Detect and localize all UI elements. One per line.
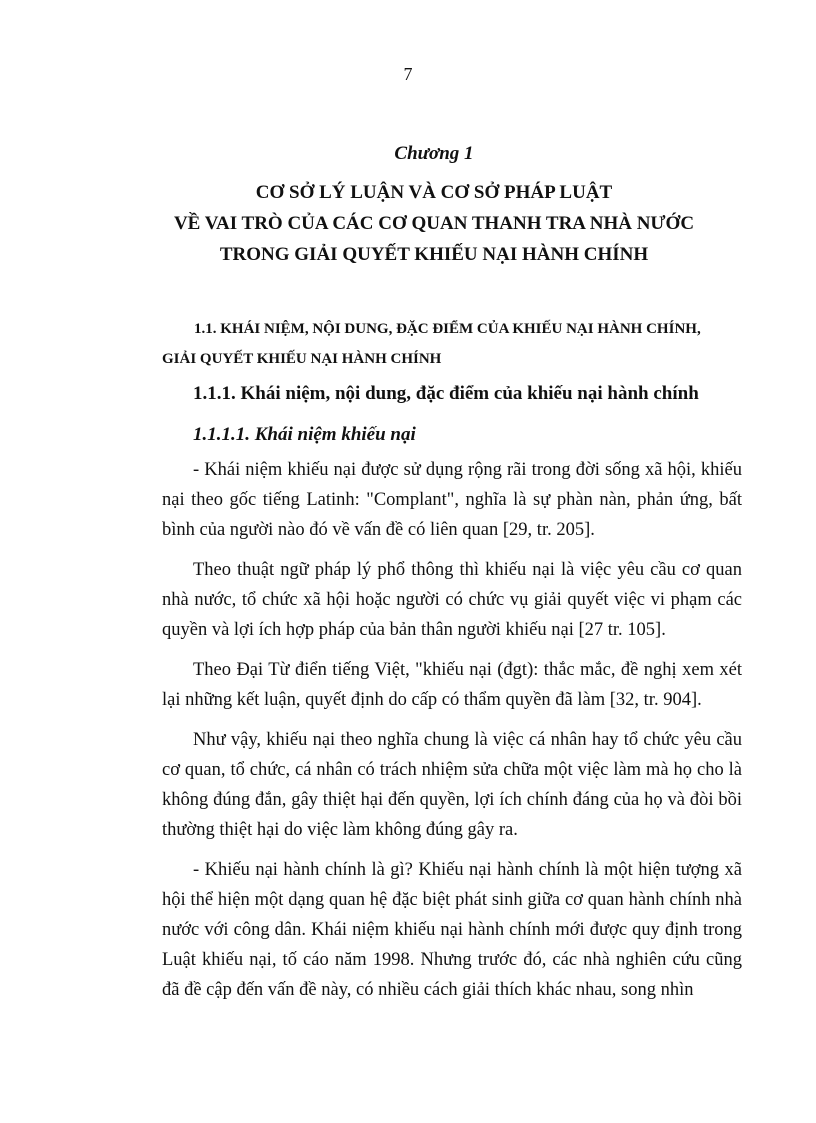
section-heading <box>162 314 752 374</box>
paragraph: - Khái niệm khiếu nại được sử dụng rộng rãi trong đời sống xã hội, khiếu nại theo gốc tiếng Latinh: "Complant", nghĩa là sự phàn nàn, phản ứng, bất bình của người nào đó về vấn đề có liên quan [29, tr. 205]. <box>162 460 742 540</box>
section-heading-line: 1.1. KHÁI NIỆM, NỘI DUNG, ĐẶC ĐIỂM CỦA KHIẾU NẠI HÀNH CHÍNH, <box>194 321 701 337</box>
page-number: 7 <box>403 64 413 84</box>
chapter-label: Chương 1 <box>394 143 474 164</box>
paragraph: Theo thuật ngữ pháp lý phổ thông thì khiếu nại là việc yêu cầu cơ quan nhà nước, tổ chức xã hội hoặc người có chức vụ giải quyết việc vi phạm các quyền và lợi ích hợp pháp của bản thân người khiếu nại [27 tr. 105]. <box>162 560 742 640</box>
subsection-heading: 1.1.1. Khái niệm, nội dung, đặc điểm của khiếu nại hành chính <box>193 383 699 404</box>
subsubsection-heading: 1.1.1.1. Khái niệm khiếu nại <box>193 424 416 445</box>
paragraph: Như vậy, khiếu nại theo nghĩa chung là việc cá nhân hay tổ chức yêu cầu cơ quan, tổ chức, cá nhân có trách nhiệm sửa chữa một việc làm mà họ cho là không đúng đắn, gây thiệt hại đến quyền, lợi ích chính đáng của họ và đòi bồi thường thiệt hại do việc làm không đúng gây ra. <box>162 730 742 840</box>
section-heading-line: GIẢI QUYẾT KHIẾU NẠI HÀNH CHÍNH <box>162 351 442 367</box>
chapter-title <box>0 177 816 270</box>
paragraph: Theo Đại Từ điển tiếng Việt, "khiếu nại (đgt): thắc mắc, đề nghị xem xét lại những kết luận, quyết định do cấp có thẩm quyền đã làm [32, tr. 904]. <box>162 660 742 710</box>
chapter-title-line: CƠ SỞ LÝ LUẬN VÀ CƠ SỞ PHÁP LUẬT <box>255 182 613 203</box>
paragraph: - Khiếu nại hành chính là gì? Khiếu nại hành chính là một hiện tượng xã hội thể hiện một dạng quan hệ đặc biệt phát sinh giữa cơ quan hành chính nhà nước với công dân. Khái niệm khiếu nại hành chính mới được quy định trong Luật khiếu nại, tố cáo năm 1998. Nhưng trước đó, các nhà nghiên cứu cũng đã đề cập đến vấn đề này, có nhiều cách giải thích khác nhau, song nhìn <box>162 860 742 1000</box>
chapter-title-line: VỀ VAI TRÒ CỦA CÁC CƠ QUAN THANH TRA NHÀ NƯỚC <box>173 213 695 234</box>
body-text <box>162 455 742 1015</box>
chapter-title-line: TRONG GIẢI QUYẾT KHIẾU NẠI HÀNH CHÍNH <box>219 244 649 265</box>
